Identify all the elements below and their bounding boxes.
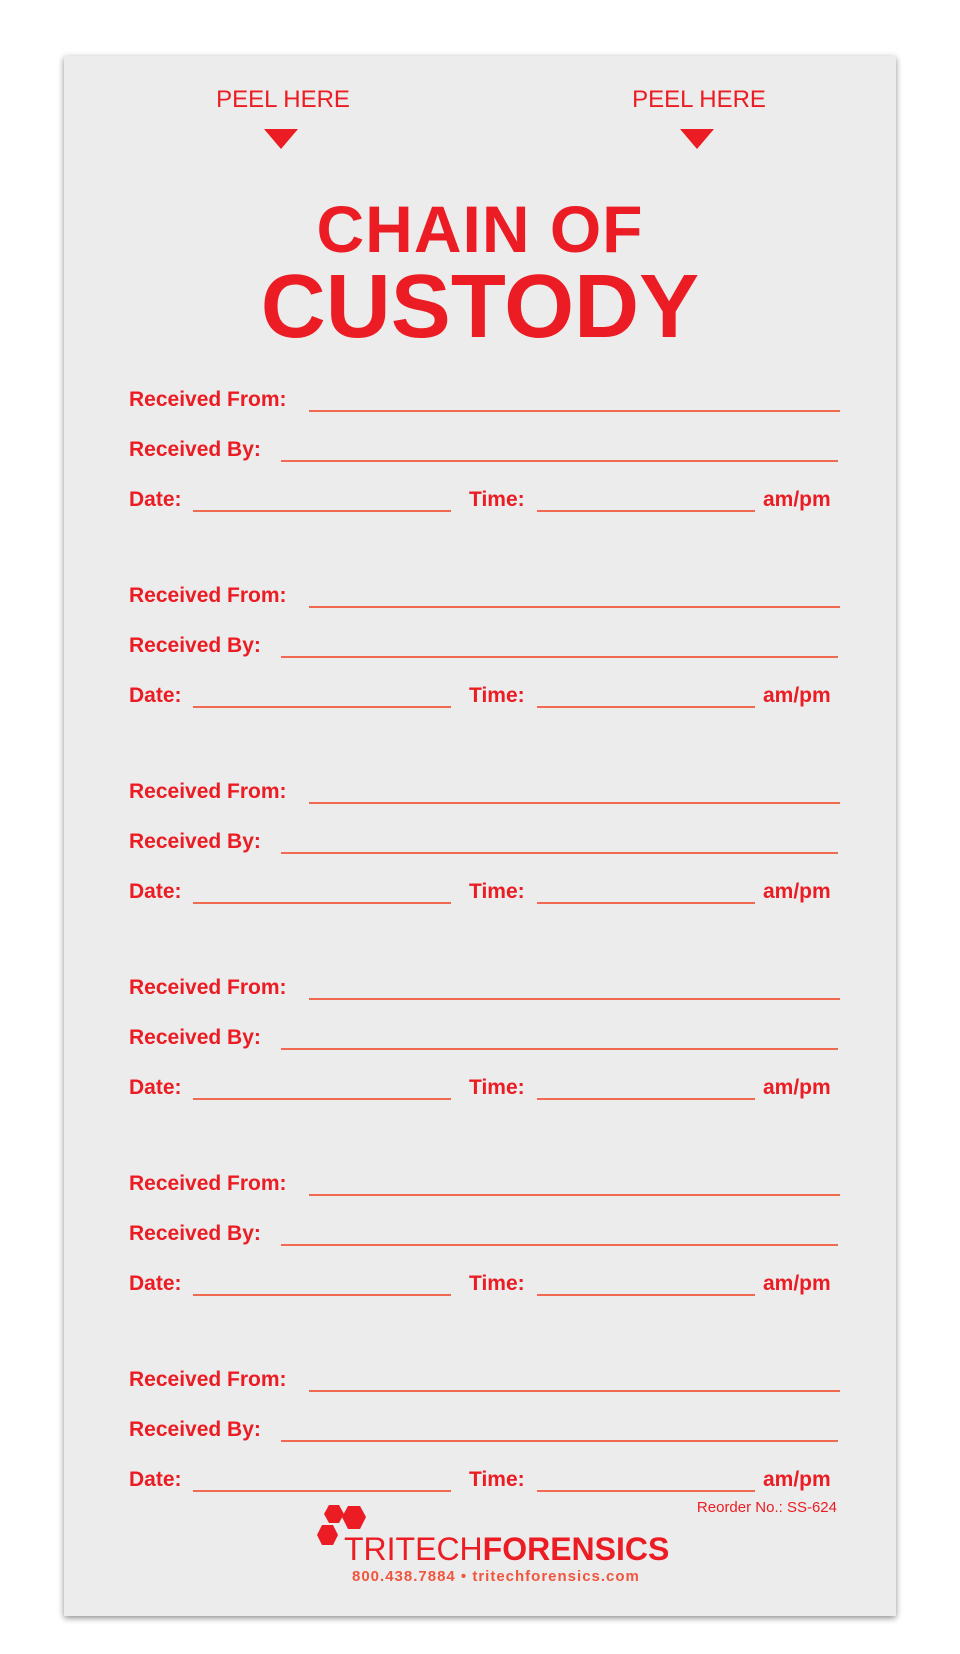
- received-by-label: Received By:: [129, 634, 261, 657]
- date-field[interactable]: [193, 706, 451, 708]
- received-by-label: Received By:: [129, 1222, 261, 1245]
- time-field[interactable]: [537, 902, 755, 904]
- time-field[interactable]: [537, 1490, 755, 1492]
- ampm-label: am/pm: [763, 1076, 831, 1099]
- contact-info: 800.438.7884 • tritechforensics.com: [352, 1568, 640, 1585]
- received-by-field[interactable]: [281, 1048, 838, 1050]
- date-label: Date:: [129, 1076, 182, 1099]
- date-field[interactable]: [193, 510, 451, 512]
- received-from-field[interactable]: [309, 802, 840, 804]
- date-label: Date:: [129, 684, 182, 707]
- date-field[interactable]: [193, 1490, 451, 1492]
- received-by-field[interactable]: [281, 852, 838, 854]
- brand-bold: FORENSICS: [482, 1531, 670, 1567]
- peel-here-right: PEEL HERE: [632, 86, 766, 113]
- received-from-label: Received From:: [129, 1368, 287, 1391]
- received-from-field[interactable]: [309, 606, 840, 608]
- date-field[interactable]: [193, 902, 451, 904]
- received-from-label: Received From:: [129, 388, 287, 411]
- time-label: Time:: [469, 880, 525, 903]
- received-by-label: Received By:: [129, 830, 261, 853]
- arrow-down-icon: [680, 129, 714, 149]
- received-by-field[interactable]: [281, 1244, 838, 1246]
- received-from-field[interactable]: [309, 998, 840, 1000]
- time-label: Time:: [469, 684, 525, 707]
- received-from-field[interactable]: [309, 1390, 840, 1392]
- time-label: Time:: [469, 1076, 525, 1099]
- date-label: Date:: [129, 488, 182, 511]
- ampm-label: am/pm: [763, 1468, 831, 1491]
- received-by-field[interactable]: [281, 1440, 838, 1442]
- received-from-label: Received From:: [129, 976, 287, 999]
- time-label: Time:: [469, 488, 525, 511]
- ampm-label: am/pm: [763, 488, 831, 511]
- arrow-down-icon: [264, 129, 298, 149]
- date-field[interactable]: [193, 1098, 451, 1100]
- time-field[interactable]: [537, 1098, 755, 1100]
- received-from-label: Received From:: [129, 1172, 287, 1195]
- received-from-label: Received From:: [129, 584, 287, 607]
- title-line-1: CHAIN OF: [316, 192, 644, 266]
- ampm-label: am/pm: [763, 684, 831, 707]
- time-field[interactable]: [537, 510, 755, 512]
- time-label: Time:: [469, 1272, 525, 1295]
- date-label: Date:: [129, 880, 182, 903]
- date-label: Date:: [129, 1468, 182, 1491]
- ampm-label: am/pm: [763, 880, 831, 903]
- received-by-field[interactable]: [281, 460, 838, 462]
- time-field[interactable]: [537, 706, 755, 708]
- brand-logo-text: [344, 1533, 669, 1565]
- time-label: Time:: [469, 1468, 525, 1491]
- date-label: Date:: [129, 1272, 182, 1295]
- title-line-2: CUSTODY: [260, 257, 700, 357]
- time-field[interactable]: [537, 1294, 755, 1296]
- peel-here-left: PEEL HERE: [216, 86, 350, 113]
- reorder-number: Reorder No.: SS-624: [696, 1499, 837, 1516]
- ampm-label: am/pm: [763, 1272, 831, 1295]
- brand-light: TRITECH: [344, 1531, 483, 1567]
- received-from-field[interactable]: [309, 1194, 840, 1196]
- received-by-label: Received By:: [129, 1418, 261, 1441]
- received-by-label: Received By:: [129, 438, 261, 461]
- received-from-label: Received From:: [129, 780, 287, 803]
- received-by-label: Received By:: [129, 1026, 261, 1049]
- date-field[interactable]: [193, 1294, 451, 1296]
- received-from-field[interactable]: [309, 410, 840, 412]
- received-by-field[interactable]: [281, 656, 838, 658]
